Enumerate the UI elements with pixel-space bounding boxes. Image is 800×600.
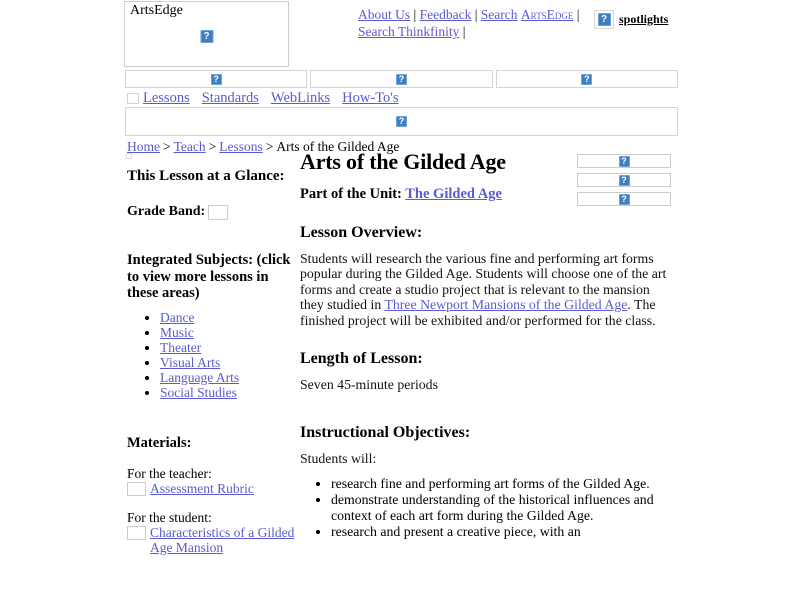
side-placeholder-box[interactable] xyxy=(577,154,671,168)
nav-separator: | xyxy=(459,24,466,39)
utility-nav xyxy=(358,6,588,40)
teacher-materials-group xyxy=(127,466,299,496)
artsedge-logo-box[interactable] xyxy=(124,1,289,67)
nav-item-lessons[interactable]: Lessons xyxy=(143,90,190,106)
nav-placeholder-row xyxy=(125,70,678,88)
breadcrumb-spacer-box xyxy=(126,153,132,159)
nav-placeholder-cell[interactable] xyxy=(496,70,678,88)
integrated-subjects-list xyxy=(127,310,299,400)
subject-link-visual-arts[interactable]: Visual Arts xyxy=(160,354,221,370)
breadcrumb-home[interactable]: Home xyxy=(127,139,160,154)
lesson-overview-heading: Lesson Overview: xyxy=(300,224,423,241)
integrated-subjects-heading: Integrated Subjects: (click to view more lessons in these areas) xyxy=(127,252,291,301)
material-icon-box xyxy=(127,482,146,496)
banner-placeholder[interactable] xyxy=(125,107,678,136)
list-item xyxy=(160,310,299,325)
student-materials-group xyxy=(127,510,299,555)
breadcrumb-teach[interactable]: Teach xyxy=(173,139,206,154)
link-about-us[interactable]: About Us xyxy=(358,7,411,22)
nav-separator: | xyxy=(573,7,580,22)
unit-link-the-gilded-age[interactable]: The Gilded Age xyxy=(405,186,502,202)
objectives-intro: Students will: xyxy=(300,451,377,467)
nav-item-weblinks[interactable]: WebLinks xyxy=(270,90,331,106)
grade-band-label: Grade Band: xyxy=(127,204,206,219)
teacher-materials-label: For the teacher: xyxy=(127,465,212,481)
breadcrumb-separator: > xyxy=(163,139,171,154)
list-item: • research fine and performing art forms of the Gilded Age. xyxy=(331,476,672,491)
list-item xyxy=(160,370,299,385)
length-of-lesson-heading: Length of Lesson: xyxy=(300,350,423,368)
broken-image-icon xyxy=(396,74,407,85)
subject-link-social-studies[interactable]: Social Studies xyxy=(160,384,237,400)
nav-leading-box xyxy=(127,93,139,104)
spotlights-icon-box xyxy=(594,10,614,29)
link-search-artsedge[interactable]: ArtsEdge xyxy=(520,7,574,22)
breadcrumb-separator: > xyxy=(265,139,274,154)
nav-separator: | xyxy=(471,7,481,22)
broken-image-icon xyxy=(619,156,630,167)
list-item xyxy=(127,481,299,496)
side-placeholder-box[interactable] xyxy=(577,192,671,206)
page-title: Arts of the Gilded Age xyxy=(300,149,506,174)
grade-band-row xyxy=(127,204,299,220)
lesson-sidebar xyxy=(127,168,299,555)
overview-text-part1: Students will research the various fine and performing art forms popular during the Gilded Age. Students will choose one of the art forms and create a studio project that is relevant to the mansion they studied in xyxy=(300,251,667,313)
broken-image-icon xyxy=(581,74,592,85)
side-placeholder-boxes xyxy=(577,154,671,211)
lesson-overview-text xyxy=(300,251,672,328)
list-item xyxy=(127,525,299,555)
unit-prefix-label: Part of the Unit: xyxy=(300,186,406,202)
link-feedback[interactable]: Feedback xyxy=(419,7,472,22)
breadcrumb-separator: > xyxy=(208,139,217,154)
glance-heading: This Lesson at a Glance: xyxy=(127,168,285,184)
instructional-objectives-heading: Instructional Objectives: xyxy=(300,424,471,442)
spotlights-block[interactable] xyxy=(594,10,668,29)
overview-link-three-newport-mansions[interactable]: Three Newport Mansions of the Gilded Age xyxy=(384,297,628,313)
list-item xyxy=(160,325,299,340)
materials-heading: Materials: xyxy=(127,434,192,451)
objectives-list xyxy=(300,476,672,540)
subject-link-theater[interactable]: Theater xyxy=(160,339,202,355)
broken-image-icon xyxy=(200,30,213,43)
length-of-lesson-value: Seven 45-minute periods xyxy=(300,377,438,393)
nav-item-standards[interactable]: Standards xyxy=(201,90,259,106)
material-icon-box xyxy=(127,526,146,540)
site-header xyxy=(0,0,800,66)
list-item: • demonstrate understanding of the historical influences and context of each art form during the Gilded Age. xyxy=(331,492,672,523)
broken-image-icon xyxy=(619,194,630,205)
material-link-characteristics-gilded-age-mansion[interactable]: Characteristics of a Gilded Age Mansion xyxy=(150,524,295,555)
broken-image-icon xyxy=(619,175,630,186)
link-search-thinkfinity[interactable]: Search Thinkfinity xyxy=(358,24,460,39)
subject-link-music[interactable]: Music xyxy=(160,324,194,340)
spotlights-label: spotlights xyxy=(619,12,669,26)
main-nav xyxy=(127,90,411,107)
subject-link-dance[interactable]: Dance xyxy=(160,309,195,325)
subject-link-language-arts[interactable]: Language Arts xyxy=(160,369,240,385)
list-item xyxy=(160,355,299,370)
list-item xyxy=(160,340,299,355)
list-item: • research and present a creative piece, with an xyxy=(331,524,672,539)
artsedge-logo-text: ArtsEdge xyxy=(130,3,183,18)
nav-item-how-tos[interactable]: How-To's xyxy=(342,90,399,106)
nav-placeholder-cell[interactable] xyxy=(310,70,492,88)
nav-separator: | xyxy=(410,7,420,22)
nav-placeholder-cell[interactable] xyxy=(125,70,307,88)
list-item xyxy=(160,385,299,400)
breadcrumb-lessons[interactable]: Lessons xyxy=(219,139,263,154)
student-materials-label: For the student: xyxy=(127,509,212,525)
grade-band-value-box xyxy=(208,205,228,220)
overview-text-part2: . The finished project will be exhibited and/or performed for the class. xyxy=(300,297,656,328)
broken-image-icon xyxy=(211,74,222,85)
broken-image-icon xyxy=(598,13,611,26)
broken-image-icon xyxy=(396,116,407,127)
side-placeholder-box[interactable] xyxy=(577,173,671,187)
breadcrumb-current: Arts of the Gilded Age xyxy=(276,139,400,154)
material-link-assessment-rubric[interactable]: Assessment Rubric xyxy=(150,480,254,496)
link-search[interactable]: Search xyxy=(480,7,518,22)
